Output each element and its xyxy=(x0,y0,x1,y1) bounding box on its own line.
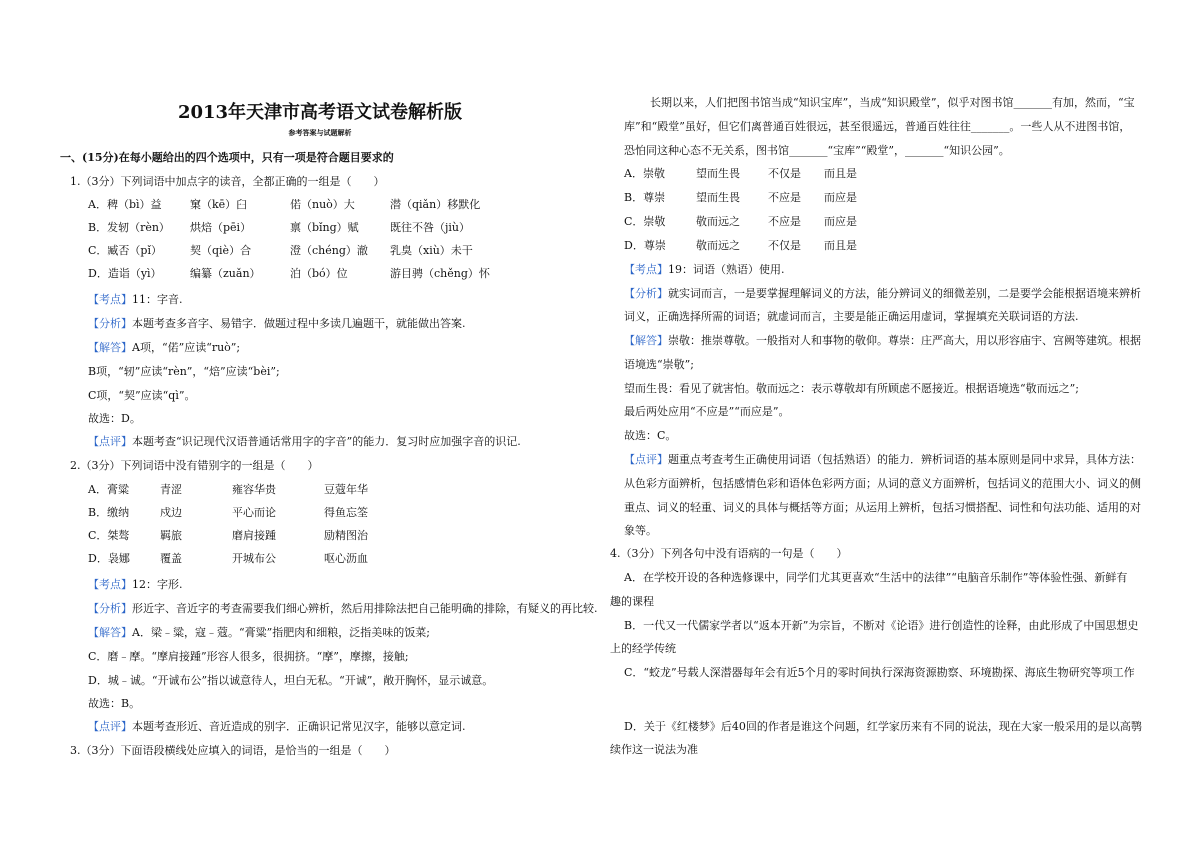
jieda-text: A项，“偌”应读“ruò”; xyxy=(132,341,241,354)
dianping-3-line: 象等。 xyxy=(624,524,657,537)
option-text: 烘焙（pēi） xyxy=(190,221,252,234)
option-text: B．缴纳 xyxy=(88,506,130,519)
option-text: 羁旅 xyxy=(160,529,182,542)
kaodian-1 xyxy=(88,292,183,308)
fenxi-tag: 【分析】 xyxy=(624,287,668,300)
option-text: C．臧否（pǐ） xyxy=(88,244,162,257)
jieda-tag: 【解答】 xyxy=(624,334,668,347)
kaodian-text: 12：字形. xyxy=(132,578,183,591)
jieda-2-line: C．磨﹣摩。“摩肩接踵”形容人很多，很拥挤。“摩”，摩擦，接触; xyxy=(88,650,409,663)
option-text: 游目骋（chěng）怀 xyxy=(390,267,490,280)
option-text: C．桀骜 xyxy=(88,529,130,542)
dianping-text: 题重点考查考生正确使用词语（包括熟语）的能力．辨析词语的基本原则是同中求异，具体方法： xyxy=(668,453,1141,466)
jieda-tag: 【解答】 xyxy=(88,626,132,639)
question-3-option-a[interactable] xyxy=(624,166,857,182)
jieda-3-line: 最后两处应用“不应是”“而应是”。 xyxy=(624,405,790,418)
fenxi-2 xyxy=(88,601,598,617)
option-text: 青涩 xyxy=(160,483,182,496)
option-text: D．尊崇 xyxy=(624,239,666,252)
question-2-option-a[interactable] xyxy=(88,482,368,498)
option-text: 而应是 xyxy=(824,215,857,228)
option-text: 窠（kē）臼 xyxy=(190,198,248,211)
jieda-1-line: B项，“轫”应读“rèn”，“焙”应读“bèi”; xyxy=(88,365,280,378)
dianping-text: 本题考查形近、音近造成的别字．正确识记常见汉字，能够以意定词. xyxy=(132,720,466,733)
dianping-3 xyxy=(624,452,1141,468)
option-text: B．发轫（rèn） xyxy=(88,221,170,234)
question-4-option-b[interactable]: B．一代又一代儒家学者以“返本开新”为宗旨，不断对《论语》进行创造性的诠释，由此形成了中国思想史 xyxy=(624,619,1139,632)
option-text: 潜（qiǎn）移默化 xyxy=(390,198,481,211)
page-subtitle: 参考答案与试题解析 xyxy=(288,128,352,137)
jieda-1 xyxy=(88,340,240,356)
option-text: 得鱼忘筌 xyxy=(324,506,368,519)
jieda-text: A．梁﹣粱，寇﹣蔻。“膏粱”指肥肉和细粮，泛指美味的饭菜; xyxy=(132,626,430,639)
kaodian-3 xyxy=(624,262,785,278)
option-text: 不应是 xyxy=(768,191,801,204)
option-text: 望而生畏 xyxy=(696,191,740,204)
option-text: 禀（bǐng）赋 xyxy=(290,221,359,234)
jieda-text: 崇敬：推崇尊敬。一般指对人和事物的敬仰。尊崇：庄严高大，用以形容庙宇、宫阙等建筑。根据 xyxy=(668,334,1141,347)
jieda-3-line: 语境选“崇敬”; xyxy=(624,358,694,371)
option-text: 契（qiè）合 xyxy=(190,244,252,257)
dianping-tag: 【点评】 xyxy=(88,720,132,733)
option-text: 豆蔻年华 xyxy=(324,483,368,496)
option-text: A．稗（bì）益 xyxy=(88,198,162,211)
option-text: A．崇敬 xyxy=(624,167,665,180)
option-text: B．尊崇 xyxy=(624,191,666,204)
option-text: 望而生畏 xyxy=(696,167,740,180)
option-text: 泊（bó）位 xyxy=(290,267,348,280)
option-text: C．崇敬 xyxy=(624,215,666,228)
fenxi-text: 本题考查多音字、易错字．做题过程中多读几遍题干，就能做出答案. xyxy=(132,317,466,330)
passage-line: 恐怕同这种心态不无关系，图书馆_______“宝库”“殿堂”，_______“知识公园”。 xyxy=(624,144,1010,157)
option-text: 不仅是 xyxy=(768,239,801,252)
option-text: 澄（chéng）澈 xyxy=(290,244,368,257)
kaodian-tag: 【考点】 xyxy=(88,293,132,306)
jieda-3-line: 望而生畏：看见了就害怕。敬而远之：表示尊敬却有所顾虑不愿接近。根据语境选“敬而远之”; xyxy=(624,382,1079,395)
jieda-3 xyxy=(624,333,1141,349)
question-4-stem: 4.（3分）下列各句中没有语病的一句是（ ） xyxy=(610,547,848,560)
question-2-stem: 2.（3分）下列词语中没有错别字的一组是（ ） xyxy=(70,459,319,472)
question-2-option-b[interactable] xyxy=(88,505,368,521)
jieda-tag: 【解答】 xyxy=(88,341,132,354)
dianping-tag: 【点评】 xyxy=(624,453,668,466)
fenxi-text: 就实词而言，一是要掌握理解词义的方法，能分辨词义的细微差别，二是要学会能根据语境来辨析 xyxy=(668,287,1141,300)
jieda-2 xyxy=(88,625,430,641)
jieda-1-line: C项，“契”应读“qì”。 xyxy=(88,389,196,402)
section-heading: 一、(15分)在每小题给出的四个选项中，只有一项是符合题目要求的 xyxy=(60,151,394,164)
dianping-1 xyxy=(88,434,521,450)
jieda-1-line: 故选：D。 xyxy=(88,412,141,425)
option-text: 励精图治 xyxy=(324,529,368,542)
question-4-option-d[interactable]: D．关于《红楼梦》后40回的作者是谁这个问题，红学家历来有不同的说法，现在大家一般采用的是以高鹗 xyxy=(624,720,1142,733)
dianping-3-line: 从色彩方面辨析，包括感情色彩和语体色彩两方面；从词的意义方面辨析，包括词义的范围大小、词义的侧 xyxy=(624,477,1141,490)
fenxi-1 xyxy=(88,316,466,332)
passage-line: 库”和“殿堂”虽好，但它们离普通百姓很远，甚至很遥远，普通百姓往往_______。一些人从不进图书馆， xyxy=(624,120,1131,133)
option-text: 平心而论 xyxy=(232,506,276,519)
question-1-option-b[interactable] xyxy=(88,220,470,236)
option-text: D．袅娜 xyxy=(88,552,130,565)
question-4-option-b-cont[interactable]: 上的经学传统 xyxy=(610,642,676,655)
question-3-stem: 3.（3分）下面语段横线处应填入的词语，是恰当的一组是（ ） xyxy=(70,744,396,757)
passage-line: 长期以来，人们把图书馆当成“知识宝库”，当成“知识殿堂”，似乎对图书馆_______有加，然而，“宝 xyxy=(650,96,1135,109)
option-text: A．膏粱 xyxy=(88,483,129,496)
kaodian-text: 11：字音. xyxy=(132,293,183,306)
option-text: D．造诣（yì） xyxy=(88,267,162,280)
option-text: 既往不咎（jiù） xyxy=(390,221,471,234)
option-text: 偌（nuò）大 xyxy=(290,198,355,211)
jieda-2-line: D．城﹣诚。“开诚布公”指以诚意待人，坦白无私。“开诚”，敞开胸怀，显示诚意。 xyxy=(88,674,494,687)
question-4-option-c[interactable]: C．“蛟龙”号载人深潜器每年会有近5个月的零时间执行深海资源勘察、环境勘探、海底生物研究等项工作 xyxy=(624,666,1135,679)
option-text: 开城布公 xyxy=(232,552,276,565)
question-1-option-d[interactable] xyxy=(88,266,490,282)
question-3-option-b[interactable] xyxy=(624,190,857,206)
option-text: 磨肩接踵 xyxy=(232,529,276,542)
fenxi-3-line: 词义，正确选择所需的词语；就虚词而言，主要是能正确运用虚词，掌握填充关联词语的方法. xyxy=(624,310,1079,323)
question-3-option-c[interactable] xyxy=(624,214,857,230)
option-text: 不仅是 xyxy=(768,167,801,180)
question-1-option-c[interactable] xyxy=(88,243,473,259)
page-title: 2013年天津市高考语文试卷解析版 xyxy=(177,102,463,123)
option-text: 覆盖 xyxy=(160,552,182,565)
option-text: 雍容华贵 xyxy=(232,483,276,496)
option-text: 戍边 xyxy=(160,506,182,519)
jieda-3-line: 故选：C。 xyxy=(624,429,677,442)
option-text: 乳臭（xiù）未干 xyxy=(390,244,473,257)
option-text: 敬而远之 xyxy=(696,239,740,252)
dianping-3-line: 重点、词义的轻重、词义的具体与概括等方面；从运用上辨析，包括习惯搭配、词性和句法功能、适用的对 xyxy=(624,501,1141,514)
option-text: 不应是 xyxy=(768,215,801,228)
kaodian-2 xyxy=(88,577,183,593)
question-4-option-a-cont[interactable]: 趣的课程 xyxy=(610,595,654,608)
question-2-option-c[interactable] xyxy=(88,528,368,544)
option-text: 而且是 xyxy=(824,167,857,180)
kaodian-text: 19：词语（熟语）使用. xyxy=(668,263,785,276)
question-2-option-d[interactable] xyxy=(88,551,368,567)
fenxi-text: 形近字、音近字的考查需要我们细心辨析，然后用排除法把自己能明确的排除，有疑义的再比较. xyxy=(132,602,598,615)
question-3-option-d[interactable] xyxy=(624,238,857,254)
fenxi-tag: 【分析】 xyxy=(88,602,132,615)
jieda-2-line: 故选：B。 xyxy=(88,697,141,710)
question-1-stem: 1.（3分）下列词语中加点字的读音，全都正确的一组是（ ） xyxy=(70,175,385,188)
question-4-option-a[interactable]: A．在学校开设的各种选修课中，同学们尤其更喜欢“生活中的法律”“电脑音乐制作”等体验性强、新鲜有 xyxy=(624,571,1128,584)
option-text: 敬而远之 xyxy=(696,215,740,228)
fenxi-3 xyxy=(624,286,1141,302)
option-text: 呕心沥血 xyxy=(324,552,368,565)
question-4-option-d-cont[interactable]: 续作这一说法为准 xyxy=(610,743,698,756)
kaodian-tag: 【考点】 xyxy=(88,578,132,591)
dianping-2 xyxy=(88,719,466,735)
option-text: 而且是 xyxy=(824,239,857,252)
option-text: 而应是 xyxy=(824,191,857,204)
option-text: 编纂（zuǎn） xyxy=(190,267,261,280)
question-1-option-a[interactable] xyxy=(88,197,480,213)
dianping-text: 本题考查“识记现代汉语普通话常用字的字音”的能力．复习时应加强字音的识记. xyxy=(132,435,521,448)
kaodian-tag: 【考点】 xyxy=(624,263,668,276)
fenxi-tag: 【分析】 xyxy=(88,317,132,330)
dianping-tag: 【点评】 xyxy=(88,435,132,448)
